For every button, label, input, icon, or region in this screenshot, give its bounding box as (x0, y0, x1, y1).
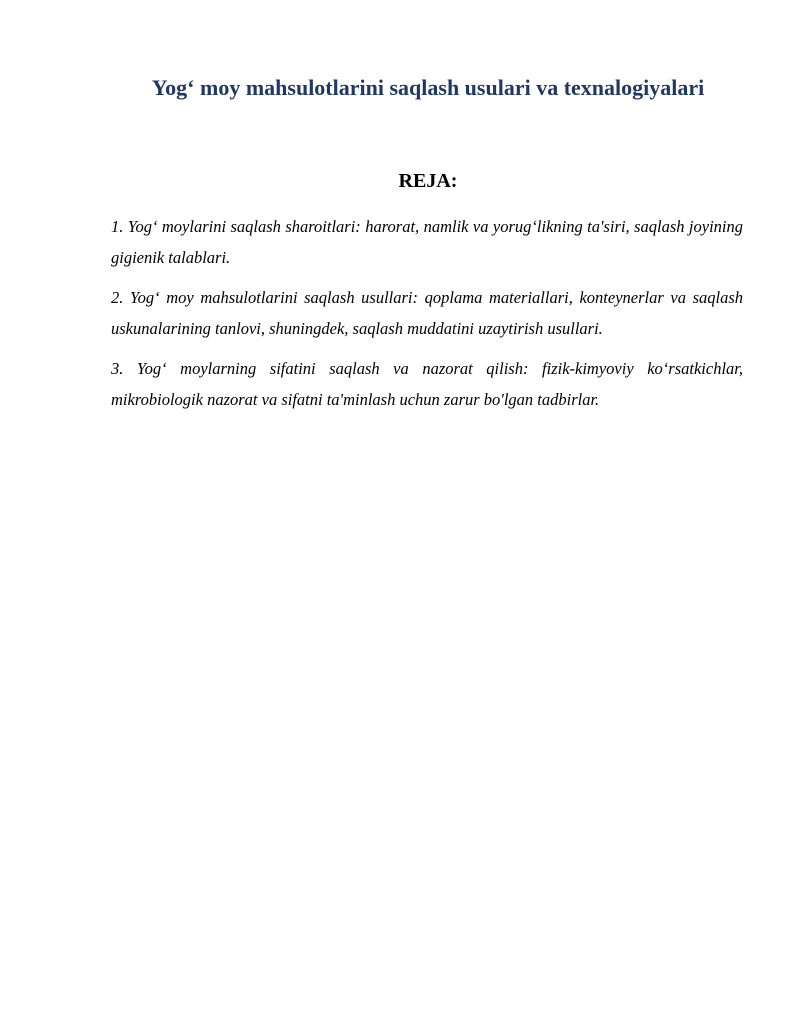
document-title: Yog‘ moy mahsulotlarini saqlash usulari va texnalogiyalari (151, 75, 705, 100)
plan-item-3: 3. Yog‘ moylarning sifatini saqlash va nazorat qilish: fizik-kimyoviy ko‘rsatkichlar, mikrobiologik nazorat va sifatni ta'minlash uchun zarur bo'lgan tadbirlar. (111, 359, 743, 409)
plan-item-1: 1. Yog‘ moylarini saqlash sharoitlari: harorat, namlik va yorug‘likning ta'siri, saqlash joyining gigienik talablari. (111, 217, 743, 267)
plan-heading: REJA: (398, 170, 458, 192)
plan-item-2: 2. Yog‘ moy mahsulotlarini saqlash usullari: qoplama materiallari, konteynerlar va saqlash uskunalarining tanlovi, shuningdek, saqlash muddatini uzaytirish usullari. (111, 288, 743, 338)
plan-list (111, 211, 743, 424)
